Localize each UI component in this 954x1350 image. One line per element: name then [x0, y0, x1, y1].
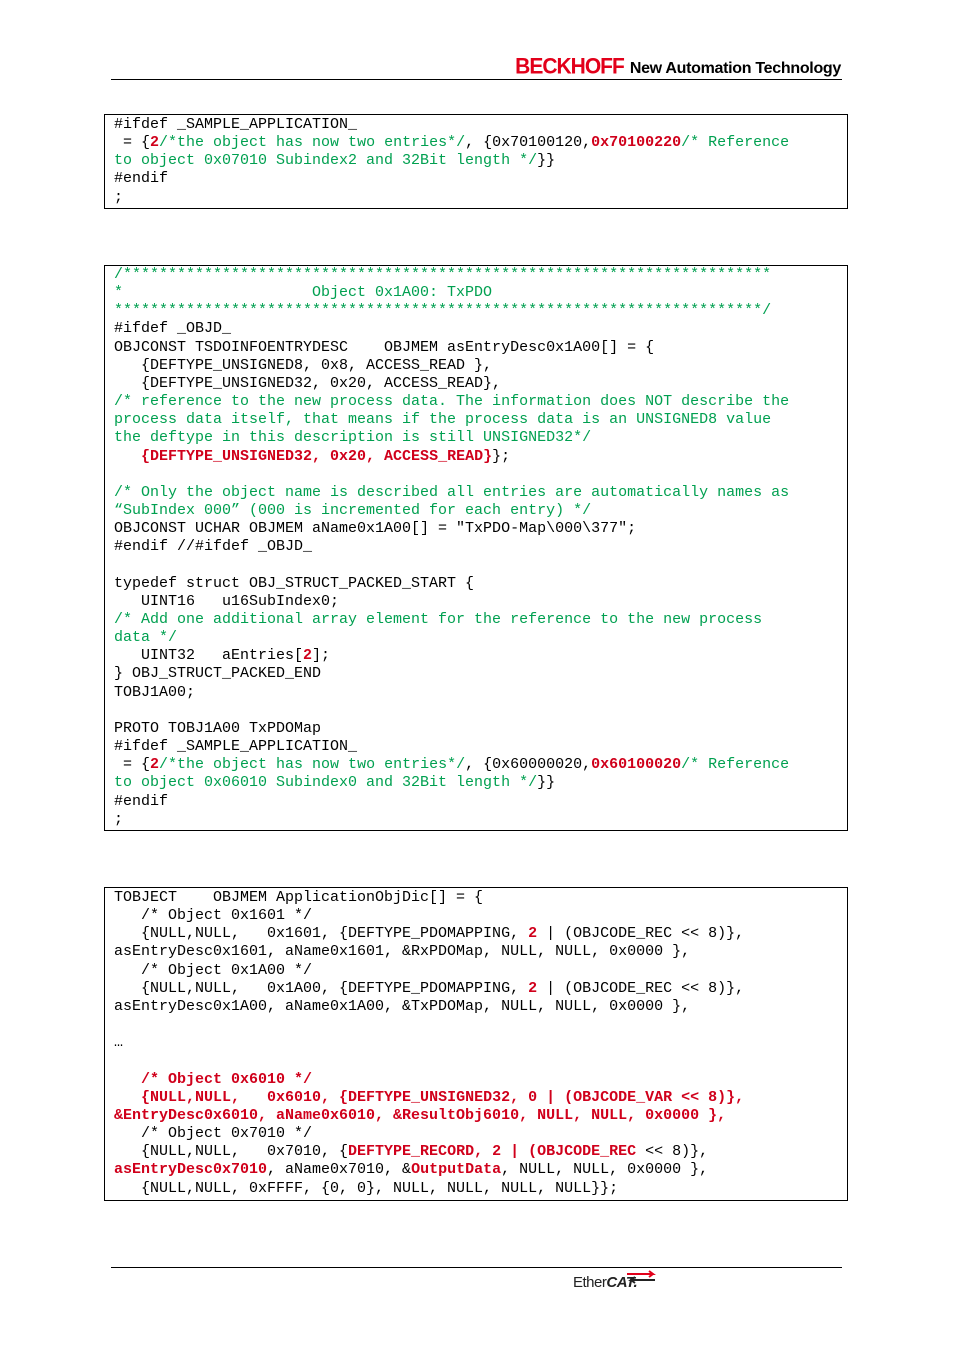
code-text: = { [114, 756, 151, 774]
code-comment: to object 0x06010 Subindex0 and 32Bit length */ [114, 774, 538, 792]
code-text: #ifdef _OBJD_ [114, 320, 232, 338]
footer-rule [111, 1267, 842, 1268]
code-line [114, 1071, 312, 1088]
code-highlight: 2 [528, 979, 538, 997]
code-line [114, 1125, 312, 1142]
code-comment: to object 0x07010 Subindex2 and 32Bit length */ [114, 152, 538, 170]
code-line [114, 665, 321, 682]
code-text: TOBJ1A00; [114, 683, 196, 701]
code-text: /* Object 0x1601 */ [114, 907, 313, 925]
code-block-object-0x1a00 [104, 265, 848, 831]
code-line [114, 647, 330, 664]
code-text: } OBJ_STRUCT_PACKED_END [114, 665, 322, 683]
ethercat-logo-text-plain: Ether [573, 1274, 607, 1291]
code-text: {DEFTYPE_UNSIGNED8, 0x8, ACCESS_READ }, [114, 356, 493, 374]
ethercat-logo [573, 1270, 663, 1294]
code-text: }} [537, 774, 556, 792]
code-text: #ifdef _SAMPLE_APPLICATION_ [114, 116, 358, 133]
code-line [114, 943, 690, 960]
code-text: ; [114, 188, 124, 206]
code-line [114, 134, 789, 151]
code-line [114, 375, 501, 392]
code-listing [114, 266, 847, 829]
code-line [114, 320, 231, 337]
code-line [114, 339, 654, 356]
code-line [114, 170, 168, 187]
code-line [114, 1143, 708, 1160]
code-block-object-dictionary [104, 887, 848, 1201]
code-highlight: /* Object 0x6010 */ [141, 1070, 313, 1088]
code-line [114, 393, 789, 410]
code-text: = { [114, 134, 151, 152]
code-comment: /* Only the object name is described all entries are automatically names as [114, 483, 790, 501]
code-line [114, 152, 555, 169]
code-highlight: {DEFTYPE_UNSIGNED32, 0x20, ACCESS_READ} [141, 447, 493, 465]
code-text [114, 1071, 141, 1088]
code-highlight: 0x60100020 [591, 756, 682, 774]
code-text: << 8)}, [636, 1143, 709, 1161]
code-line [114, 448, 510, 465]
code-comment: /* Reference [681, 756, 790, 774]
code-highlight: 2 [150, 134, 160, 152]
code-line [114, 411, 771, 428]
code-line [114, 484, 789, 501]
code-line [114, 998, 690, 1015]
code-line [114, 629, 177, 646]
code-listing [114, 889, 847, 1198]
code-line [114, 302, 771, 319]
code-text: , NULL, NULL, 0x0000 }, [501, 1161, 709, 1179]
code-line [114, 575, 474, 592]
code-comment: * Object 0x1A00: TxPDO [114, 284, 493, 302]
code-text: asEntryDesc0x1601, aName0x1601, &RxPDOMap, NULL, NULL, 0x0000 }, [114, 943, 691, 961]
code-line [114, 793, 168, 810]
code-line [114, 811, 123, 828]
code-text [114, 1089, 141, 1106]
code-text: /* Object 0x1A00 */ [114, 961, 313, 979]
code-highlight: 2 [303, 647, 313, 665]
code-listing [114, 116, 847, 207]
code-text: , aName0x7010, & [267, 1161, 412, 1179]
code-line [114, 684, 195, 701]
code-line [114, 116, 357, 133]
code-text: #endif [114, 170, 169, 188]
code-block-txpdo-map-init [104, 114, 848, 209]
code-text: #endif //#ifdef _OBJD_ [114, 538, 313, 556]
code-comment: data */ [114, 629, 178, 647]
code-text: {NULL,NULL, 0x7010, { [114, 1143, 349, 1161]
code-line [114, 980, 744, 997]
code-highlight: {NULL,NULL, 0x6010, {DEFTYPE_UNSIGNED32, 0 | (OBJCODE_VAR << 8)}, [141, 1088, 745, 1106]
code-highlight: 0x70100220 [591, 134, 682, 152]
code-highlight: 2 [150, 756, 160, 774]
code-text: typedef struct OBJ_STRUCT_PACKED_START { [114, 574, 475, 592]
code-line [114, 907, 312, 924]
code-text: {DEFTYPE_UNSIGNED32, 0x20, ACCESS_READ}, [114, 374, 502, 392]
code-highlight: asEntryDesc0x7010 [114, 1161, 268, 1179]
code-text: }} [537, 152, 556, 170]
code-comment: “SubIndex 000” (000 is incremented for each entry) */ [114, 502, 592, 520]
code-text: {NULL,NULL, 0x1601, {DEFTYPE_PDOMAPPING, [114, 925, 529, 943]
code-line [114, 738, 357, 755]
code-line [114, 1180, 618, 1197]
code-text: ]; [312, 647, 331, 665]
code-text: /* Object 0x7010 */ [114, 1125, 313, 1143]
code-highlight: &EntryDesc0x6010, aName0x6010, &ResultObj6010, NULL, NULL, 0x0000 }, [114, 1106, 727, 1124]
code-line [114, 284, 492, 301]
code-line [114, 889, 483, 906]
code-line [114, 189, 123, 206]
code-text: {NULL,NULL, 0x1A00, {DEFTYPE_PDOMAPPING, [114, 979, 529, 997]
code-text: {NULL,NULL, 0xFFFF, {0, 0}, NULL, NULL, NULL, NULL}}; [114, 1179, 619, 1197]
code-text: , {0x60000020, [465, 756, 592, 774]
code-text: , {0x70100120, [465, 134, 592, 152]
code-line [114, 1161, 708, 1178]
code-text: | (OBJCODE_REC << 8)}, [537, 979, 745, 997]
code-comment: ************************************************************************/ [114, 302, 772, 320]
code-line [114, 1034, 123, 1051]
code-text: #endif [114, 792, 169, 810]
code-text: | (OBJCODE_REC << 8)}, [537, 925, 745, 943]
code-comment: /*the object has now two entries*/ [159, 134, 466, 152]
code-text: OBJCONST TSDOINFOENTRYDESC OBJMEM asEntryDesc0x1A00[] = { [114, 338, 655, 356]
ethercat-logo-text-bold: CAT. [606, 1274, 638, 1291]
code-line [114, 611, 762, 628]
code-text: OBJCONST UCHAR OBJMEM aName0x1A00[] = "TxPDO-Map\000\377"; [114, 520, 637, 538]
code-text: }; [492, 447, 511, 465]
code-line [114, 593, 339, 610]
code-line [114, 720, 321, 737]
code-text: asEntryDesc0x1A00, aName0x1A00, &TxPDOMap, NULL, NULL, 0x0000 }, [114, 997, 691, 1015]
code-comment: /*the object has now two entries*/ [159, 756, 466, 774]
code-text: #ifdef _SAMPLE_APPLICATION_ [114, 738, 358, 756]
header-rule [111, 79, 842, 80]
code-text: UINT16 u16SubIndex0; [114, 592, 340, 610]
code-line [114, 1107, 726, 1124]
code-line [114, 538, 312, 555]
code-line [114, 520, 636, 537]
code-line [114, 962, 312, 979]
code-text: ; [114, 810, 124, 828]
code-text: … [114, 1034, 124, 1052]
code-highlight: OutputData [411, 1161, 502, 1179]
code-line [114, 774, 555, 791]
code-highlight: 2 [528, 925, 538, 943]
code-line [114, 756, 789, 773]
code-text [114, 448, 141, 465]
code-comment: the deftype in this description is still UNSIGNED32*/ [114, 429, 592, 447]
code-line [114, 925, 744, 942]
code-line [114, 357, 492, 374]
code-line [114, 502, 591, 519]
brand-tagline: New Automation Technology [629, 60, 841, 77]
code-line [114, 1089, 744, 1106]
code-comment: process data itself, that means if the process data is an UNSIGNED8 value [114, 411, 772, 429]
ethercat-arrows-icon [625, 1270, 659, 1284]
code-comment: /* Reference [681, 134, 790, 152]
code-line [114, 266, 771, 283]
code-comment: /* reference to the new process data. The information does NOT describe the [114, 393, 790, 411]
code-text: TOBJECT OBJMEM ApplicationObjDic[] = { [114, 889, 484, 906]
code-comment: /************************************************************************ [114, 266, 772, 283]
beckhoff-logo: BECKHOFF [515, 54, 624, 79]
code-comment: /* Add one additional array element for the reference to the new process [114, 610, 763, 628]
code-text: PROTO TOBJ1A00 TxPDOMap [114, 719, 322, 737]
code-highlight: DEFTYPE_RECORD, 2 | (OBJCODE_REC [348, 1143, 637, 1161]
brand-header [515, 55, 841, 79]
code-text: UINT32 aEntries[ [114, 647, 304, 665]
code-line [114, 429, 591, 446]
